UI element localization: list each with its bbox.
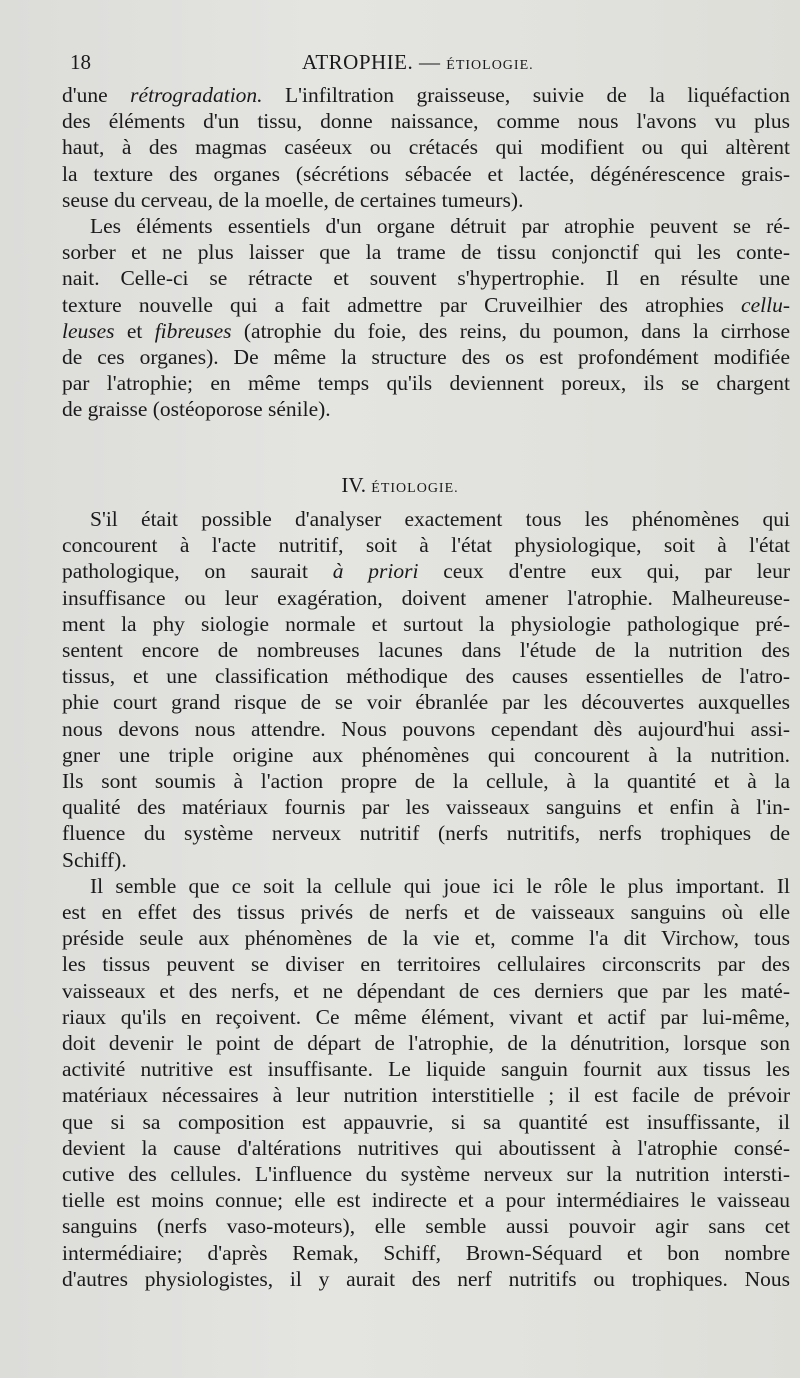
section-numeral: IV. xyxy=(341,473,367,497)
paragraph-cellule xyxy=(62,873,790,1292)
text-line: phie court grand risque de se voir ébranlée par les découvertes auxquelles xyxy=(62,690,790,715)
text-line: tissus, et une classification méthodique des causes essentielles de l'atro- xyxy=(62,664,790,689)
text-line: leuses et fibreuses (atrophie du foie, des reins, du poumon, dans la cirrhose xyxy=(62,318,790,343)
text-line: la texture des organes (sécrétions sébacée et lactée, dégénérescence grais- xyxy=(62,161,790,186)
text-line: gner une triple origine aux phénomènes qui concourent à la nutrition. xyxy=(62,742,790,767)
text-line: Les éléments essentiels d'un organe détruit par atrophie peuvent se ré- xyxy=(90,214,790,239)
body-text-bottom xyxy=(62,506,790,1292)
text-line: vaisseaux et des nerfs, et ne dépendant de ces derniers que par les maté- xyxy=(62,978,790,1003)
text-line: S'il était possible d'analyser exactement tous les phénomènes qui xyxy=(90,507,790,531)
paragraph-etiology xyxy=(62,506,790,873)
text-line: riaux qu'ils en reçoivent. Ce même élément, vivant et actif par lui-même, xyxy=(62,1004,790,1029)
text-line: insuffisance ou leur exagération, doivent amener l'atrophie. Malheureuse- xyxy=(62,585,790,610)
text-line: activité nutritive est insuffisante. Le liquide sanguin fournit aux tissus les xyxy=(62,1057,790,1082)
text-line: ment la phy siologie normale et surtout la physiologie pathologique pré- xyxy=(62,611,790,636)
text-line: sorber et ne plus laisser que la trame de tissu conjonctif qui les conte- xyxy=(62,240,790,265)
text-line: pathologique, on saurait à priori ceux d'entre eux qui, par leur xyxy=(62,559,790,584)
text-line: de graisse (ostéoporose sénile). xyxy=(62,397,331,422)
text-line: intermédiaire; d'après Remak, Schiff, Brown-Séquard et bon nombre xyxy=(62,1240,790,1265)
text-line: sentent encore de nombreuses lacunes dans l'étude de la nutrition des xyxy=(62,638,790,663)
text-line: nait. Celle-ci se rétracte et souvent s'hypertrophie. Il en résulte une xyxy=(62,266,790,291)
text-line: Schiff). xyxy=(62,847,127,872)
running-header xyxy=(70,50,770,78)
text-line: des éléments d'un tissu, donne naissance, comme nous l'avons vu plus xyxy=(62,109,790,134)
text-line: par l'atrophie; en même temps qu'ils deviennent poreux, ils se chargent xyxy=(62,371,790,396)
paragraph-elements xyxy=(62,213,790,423)
section-title: ÉTIOLOGIE. xyxy=(371,481,459,496)
text-line: que si sa composition est appauvrie, si sa quantité est insuffissante, il xyxy=(62,1109,790,1134)
text-line: texture nouvelle qui a fait admettre par Cruveilhier des atrophies cellu- xyxy=(62,292,790,317)
text-line: matériaux nécessaires à leur nutrition interstitielle ; il est facile de prévoir xyxy=(62,1083,790,1108)
text-line: haut, à des magmas caséeux ou crétacés qui modifient ou qui altèrent xyxy=(62,135,790,160)
text-line: tielle est moins connue; elle est indirecte et a pour intermédiaires le vaisseau xyxy=(62,1188,790,1213)
text-line: concourent à l'acte nutritif, soit à l'état physiologique, soit à l'état xyxy=(62,533,790,558)
running-title xyxy=(302,50,534,75)
text-line: fluence du système nerveux nutritif (nerfs nutritifs, nerfs trophiques de xyxy=(62,821,790,846)
page-number: 18 xyxy=(70,50,91,74)
running-title-dash: — xyxy=(419,50,441,74)
text-line: qualité des matériaux fournis par les vaisseaux sanguins et enfin à l'in- xyxy=(62,795,790,820)
text-line: doit devenir le point de départ de l'atrophie, de la dénutrition, lorsque son xyxy=(62,1031,790,1056)
text-line: Ils sont soumis à l'action propre de la cellule, à la quantité et à la xyxy=(62,769,790,794)
text-line: d'autres physiologistes, il y aurait des nerf nutritifs ou trophiques. Nous xyxy=(62,1266,790,1291)
text-line: d'une rétrogradation. L'infiltration graisseuse, suivie de la liquéfaction xyxy=(62,83,790,107)
text-line: seuse du cerveau, de la moelle, de certaines tumeurs). xyxy=(62,187,524,212)
text-line: sanguins (nerfs vaso-moteurs), elle semble aussi pouvoir agir sans cet xyxy=(62,1214,790,1239)
text-line: de ces organes). De même la structure des os est profondément modifiée xyxy=(62,345,790,370)
body-text-top xyxy=(62,82,790,423)
text-line: cutive des cellules. L'influence du système nerveux sur la nutrition intersti- xyxy=(62,1162,790,1187)
running-title-section: ÉTIOLOGIE. xyxy=(446,58,534,73)
text-line: les tissus peuvent se diviser en territoires cellulaires circonscrits par des xyxy=(62,952,790,977)
text-line: Il semble que ce soit la cellule qui joue ici le rôle le plus important. Il xyxy=(90,873,790,898)
text-line: préside seule aux phénomènes de la vie et, comme l'a dit Virchow, tous xyxy=(62,926,790,951)
section-heading xyxy=(0,473,800,498)
text-line: devient la cause d'altérations nutritives qui aboutissent à l'atrophie consé- xyxy=(62,1135,790,1160)
running-title-main: ATROPHIE. xyxy=(302,50,414,74)
text-line: nous devons nous attendre. Nous pouvons cependant dès aujourd'hui assi- xyxy=(62,716,790,741)
text-line: est en effet des tissus privés de nerfs et de vaisseaux sanguins où elle xyxy=(62,900,790,925)
paragraph-continuation xyxy=(62,82,790,213)
